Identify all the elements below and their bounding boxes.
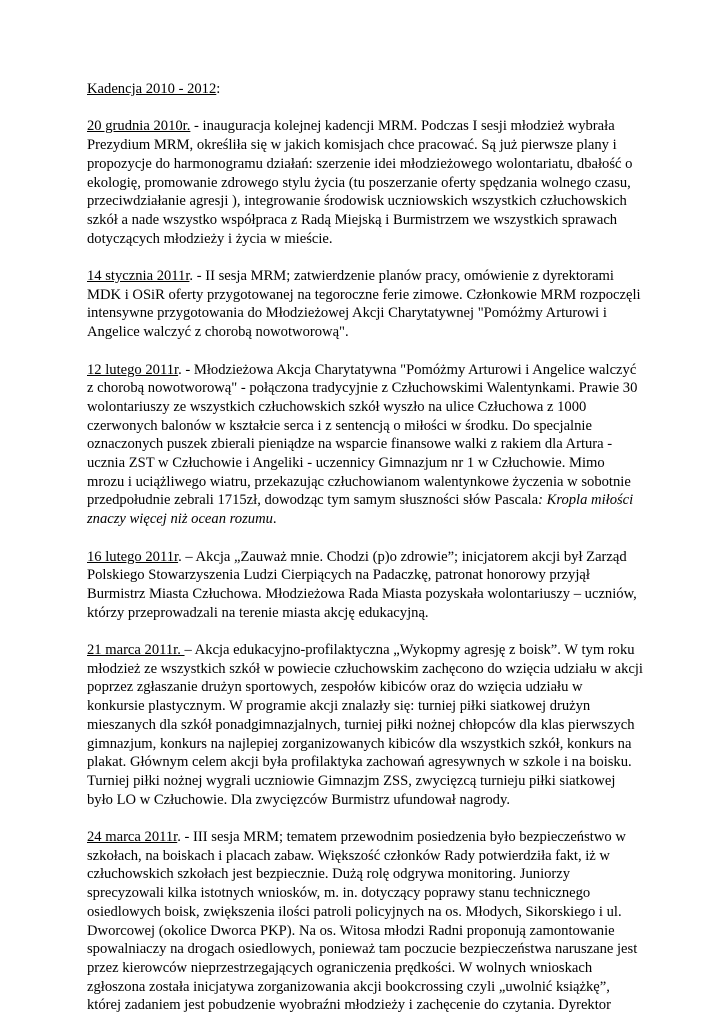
- entry-2011-03-21: [87, 641, 643, 809]
- document-page: [87, 80, 643, 1034]
- entry-date: 16 lutego 2011r: [87, 548, 179, 565]
- section-heading: [87, 80, 643, 99]
- entry-2011-02-12: [87, 361, 643, 529]
- entry-2011-02-16: [87, 548, 643, 623]
- entry-end: .: [272, 511, 277, 528]
- entry-date: 24 marca 2011r: [87, 829, 178, 846]
- entry-date: 14 stycznia 2011r: [87, 268, 190, 284]
- entry-text: . - III sesja MRM; tematem przewodnim posiedzenia było bezpieczeństwo w szkołach, na boiskach i placach zabaw. Większość członków Rady potwierdziła fakt, iż w człuchowskich szkołach jest bezpiecznie. Dużą rolę odgrywa monitoring. Juniorzy sprecyzowali kilka istotnych wniosków, m. in. dotyczący poprawy stanu technicznego osiedlowych boisk, zwiększenia ilości patroli policyjnych na os. Młodych, Sikorskiego i ul. Dworcowej (okolice Dworca PKP). Na os. Witosa młodzi Radni proponują zamontowanie spowalniaczy na drogach osiedlowych, ponieważ tam poczucie bezpieczeństwa naruszane jest przez kierowców nieprzestrzegających ograniczenia prędkości. W wolnych wnioskach zgłoszona została inicjatywa zorganizowania akcji bookcrossing czyli „uwolnić książkę”, której zadaniem jest pobudzenie wyobraźni młodzieży i zachęcenie do czytania. Dyrektor: [87, 829, 638, 1014]
- entry-text: – Akcja edukacyjno-profilaktyczna „Wykopmy agresję z boisk”. W tym roku młodzież ze wszystkich szkół w powiecie człuchowskim zachęcono do wzięcia udziału w akcji poprzez zgłaszanie drużyn sportowych, zespołów kibiców oraz do wzięcia udziału w konkursie plastycznym. W programie akcji znalazły się: turniej piłki siatkowej drużyn mieszanych dla szkół ponadgimnazjalnych, turniej piłki nożnej chłopców dla klas pierwszych gimnazjum, konkurs na najlepiej zorganizowanych kibiców dla wszystkich szkół, konkurs na plakat. Głównym celem akcji była profilaktyka zachowań agresywnych w szkole i na boisku. Turniej piłki nożnej wygrali uczniowie Gimnazjm ZSS, zwycięzcą turnieju piłki siatkowej było LO w Człuchowie. Dla zwycięzców Burmistrz ufundował nagrody.: [87, 642, 643, 808]
- entry-date: 20 grudnia 2010r.: [87, 118, 191, 135]
- entry-text: - inauguracja kolejnej kadencji MRM. Podczas I sesji młodzież wybrała Prezydium MRM, określiła się w jakich komisjach chce pracować. Są już pierwsze plany i propozycje do harmonogramu działań: szerzenie idei młodzieżowego wolontariatu, dbałość o ekologię, promowanie zdrowego stylu życia (tu poszerzanie oferty spędzania wolnego czasu, przeciwdziałanie agresji ), integrowanie środowisk uczniowskich wszystkich człuchowskich szkół a nade wszystko współpraca z Radą Miejską i Burmistrzem we wszystkich sprawach dotyczących młodzieży i życia w mieście.: [87, 118, 633, 247]
- heading-colon: :: [216, 81, 221, 97]
- heading-text: Kadencja 2010 - 2012: [87, 81, 217, 97]
- entry-text: . - II sesja MRM; zatwierdzenie planów pracy, omówienie z dyrektorami MDK i OSiR oferty przygotowanej na tegoroczne ferie zimowe. Członkowie MRM rozpoczęli intensywne przygotowania do Młodzieżowej Akcji Charytatywnej "Pomóżmy Arturowi i Angelice walczyć z chorobą nowotworową".: [87, 268, 641, 341]
- entry-date: 21 marca 2011r.: [87, 642, 185, 659]
- entry-text: . – Akcja „Zauważ mnie. Chodzi (p)o zdrowie”; inicjatorem akcji był Zarząd Polskiego Stowarzyszenia Ludzi Cierpiących na Padaczkę, patronat honorowy przyjął Burmistrz Miasta Człuchowa. Młodzieżowa Rada Miasta pozyskała wolontariuszy – uczniów, którzy przeprowadzali na terenie miasta akcję edukacyjną.: [87, 548, 637, 621]
- entry-date: 12 lutego 2011r: [87, 361, 179, 378]
- entry-2010-12-20: [87, 117, 643, 248]
- entry-2011-01-14: [87, 267, 643, 342]
- pascal-quote: : Kropla miłości znaczy więcej niż ocean rozumu: [87, 492, 634, 528]
- entry-2011-03-24: [87, 828, 643, 1015]
- entry-text: . - Młodzieżowa Akcja Charytatywna "Pomóżmy Arturowi i Angelice walczyć z chorobą nowotworową" - połączona tradycyjnie z Człuchowskimi Walentynkami. Prawie 30 wolontariuszy ze wszystkich człuchowskich szkół wyszło na ulice Człuchowa z 1000 czerwonych balonów w kształcie serca i z sentencją o miłości w środku. Do specjalnie oznaczonych puszek zbierali pieniądze na wsparcie finansowe walki z rakiem dla Artura - ucznia ZST w Człuchowie i Angeliki - uczennicy Gimnazjum nr 1 w Człuchowie. Mimo mrozu i uciążliwego wiatru, przekazując człuchowianom walentynkowe życzenia w sobotnie przedpołudnie zebrali 1715zł, dowodząc tym samym słuszności słów Pascala: [87, 361, 638, 509]
